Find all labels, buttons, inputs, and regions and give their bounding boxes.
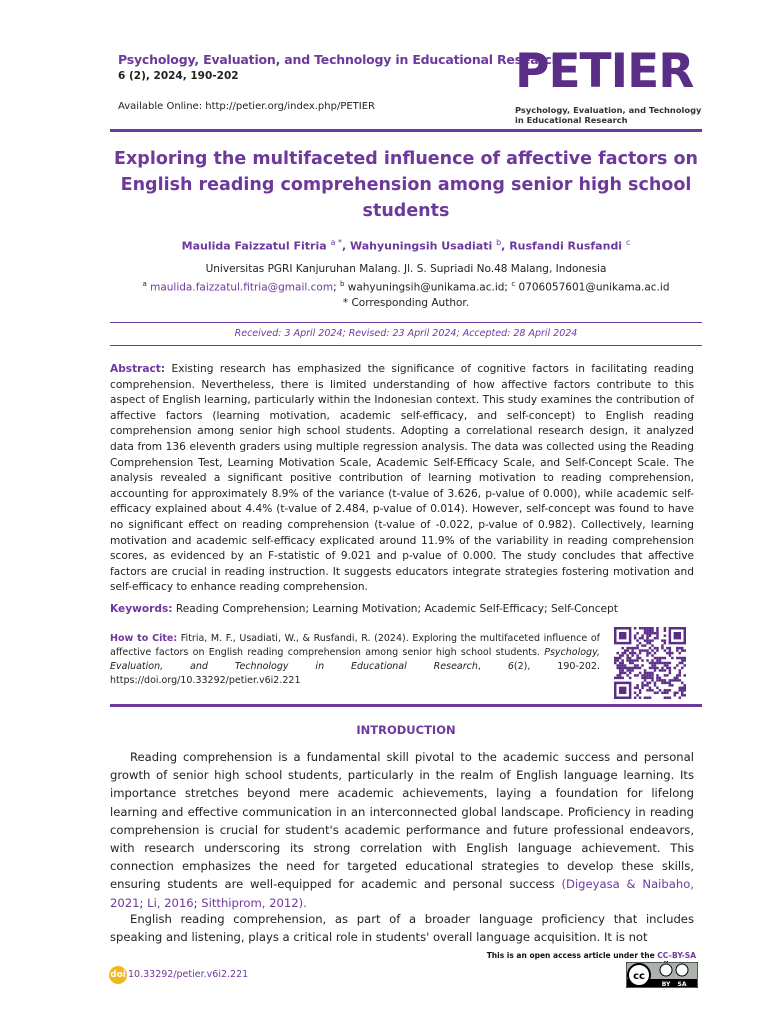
author-2-sup: b [496, 238, 502, 247]
section-heading-introduction: INTRODUCTION [356, 723, 456, 737]
cite-divider [110, 704, 702, 707]
citation-sitthiprom[interactable]: Sitthiprom, 2012 [201, 895, 299, 910]
petier-logo [515, 44, 702, 130]
author-emails: $^a$ maulida.faizzatul.fitria@gmail.com; $^b$ wahyuningsih@unikama.ac.id; $^c$ 0706057601@unikama.ac.id [142, 280, 670, 294]
p1-close: ). [298, 895, 307, 910]
email-c-sup: c [511, 280, 516, 288]
intro-paragraph-2: English reading comprehension, as part of a broader language proficiency that includes speaking and listening, plays a critical role in students' overall language acquisition. It is not [110, 912, 694, 945]
abstract-label: Abstract: [110, 363, 166, 375]
sa-label: SA [677, 981, 687, 988]
author-3-sup: c [625, 238, 631, 247]
p1-text: Reading comprehension is a fundamental skill pivotal to the academic success and personal growth of senior high school students, particularly in the realm of English language learning. Its importance stretches beyond mere academic achievements, laying a foundation for lifelong learning and effective communication in an interconnected global landscape. Proficiency in reading comprehension is crucial for student's academic performance and future professional endeavors, with research underscoring its strong correlation with English language achievement. This connection emphasizes the need for targeted educational strategies to develop these skills, ensuring students are well-equipped for academic and personal success [110, 750, 694, 892]
keywords-label: Keywords: [110, 603, 173, 615]
logo-subtitle [515, 105, 705, 125]
by-icon [660, 964, 672, 976]
header-divider [110, 129, 702, 132]
affiliation: Universitas PGRI Kanjuruhan Malang. Jl. S. Supriadi No.48 Malang, Indonesia [205, 263, 607, 275]
intro-paragraph-1 [110, 748, 694, 912]
author-1: Maulida Faizzatul Fitria [181, 239, 327, 253]
journal-name: Psychology, Evaluation, and Technology in Educational Research [118, 52, 561, 67]
doi-link[interactable]: 10.33292/petier.v6i2.221 [128, 969, 249, 980]
license-link[interactable]: CC–BY-SA [657, 951, 696, 960]
author-3: Rusfandi Rusfandi [509, 239, 623, 253]
email-c[interactable]: 0706057601@unikama.ac.id [518, 281, 670, 294]
journal-volume: 6 (2), 2024, 190-202 [118, 70, 239, 82]
how-to-cite [110, 632, 600, 688]
cite-journal: Psychology, Evaluation, and Technology in Educational Research [110, 647, 600, 672]
received-divider-bottom [110, 345, 702, 346]
doi-icon: doi [109, 966, 127, 984]
logo-subtitle-line2: in Educational Research [515, 115, 628, 125]
cc-label: cc [633, 971, 645, 982]
cite-volume: 6 [507, 661, 514, 672]
cite-sep: , [477, 661, 508, 672]
cite-text-b[interactable]: (2), 190-202. https://doi.org/10.33292/petier.v6i2.221 [110, 661, 600, 686]
abstract-text: Existing research has emphasized the significance of cognitive factors in facilitating reading comprehension. Nevertheless, there is limited understanding of how affective factors contribute to this aspect of English learning, particularly within the Indonesian context. This study examines the contribution of affective factors (learning motivation, academic self-efficacy, and self-concept) to English reading comprehension among senior high school students. Adopting a correlational research design, it analyzed data from 136 eleventh graders using multiple regression analysis. The data was collected using the Reading Comprehension Test, Learning Motivation Scale, Academic Self-Efficacy Scale, and Self-Concept Scale. The analysis revealed a significant positive contribution of learning motivation to reading comprehension, accounting for approximately 8.9% of the variance (t-value of 3.626, p-value of 0.000), while academic self-efficacy explained about 4.4% (t-value of 2.484, p-value of 0.014). However, self-concept was found to have no significant effect on reading comprehension (t-value of -0.022, p-value of 0.982). Collectively, learning motivation and academic self-efficacy explicated around 11.9% of the variability in reading comprehension scores, as evidenced by an F-statistic of 9.021 and p-value of 0.000. The study concludes that affective factors are crucial in reading instruction. It suggests educators integrate strategies fostering motivation and self-efficacy to enhance reading comprehension. [110, 363, 694, 594]
logo-text: PETIER [515, 44, 694, 99]
cite-text-a: Fitria, M. F., Usadiati, W., & Rusfandi, R. (2024). Exploring the multifaceted influence of affective factors on English reading comprehension among senior high school students. [110, 633, 600, 658]
author-1-sup: a * [330, 238, 342, 247]
email-a-sup: a [142, 280, 147, 288]
logo-subtitle-line1: Psychology, Evaluation, and Technology [515, 105, 702, 115]
email-a-link[interactable]: maulida.faizzatul.fitria@gmail.com [150, 281, 334, 294]
citation-li[interactable]: Li, 2016 [147, 895, 194, 910]
sa-icon [676, 964, 688, 976]
available-online[interactable]: Available Online: http://petier.org/index.php/PETIER [118, 101, 375, 112]
abstract [110, 362, 694, 596]
email-b-sup: b [339, 280, 345, 288]
p1-semi1: ; [139, 895, 148, 910]
cite-label: How to Cite: [110, 633, 178, 644]
corresponding-author: * Corresponding Author. [342, 297, 470, 309]
author-2: Wahyuningsih Usadiati [349, 239, 493, 253]
keywords-text: Reading Comprehension; Learning Motivation; Academic Self-Efficacy; Self-Concept [175, 603, 618, 615]
cc-by-sa-badge[interactable] [626, 962, 698, 988]
license-pre: This is an open access article under the [486, 951, 658, 960]
keywords [110, 603, 694, 615]
by-label: BY [661, 981, 671, 988]
email-b[interactable]: wahyuningsih@unikama.ac.id [347, 281, 505, 294]
citation-digeyasa[interactable]: Digeyasa & Naibaho, 2021 [110, 877, 694, 910]
p1-open: ( [561, 877, 567, 892]
received-divider-top [110, 322, 702, 323]
p1-semi2: ; [193, 895, 202, 910]
author-list: Maulida Faizzatul Fitria $^{a *}$, Wahyuningsih Usadiati $^b$, Rusfandi Rusfandi $^c$ [181, 238, 631, 253]
paper-title: Exploring the multifaceted influence of affective factors on English reading comprehension among senior high school students [114, 149, 698, 221]
received-dates: Received: 3 April 2024; Revised: 23 April 2024; Accepted: 28 April 2024 [234, 328, 578, 339]
qr-code[interactable] [614, 627, 686, 699]
